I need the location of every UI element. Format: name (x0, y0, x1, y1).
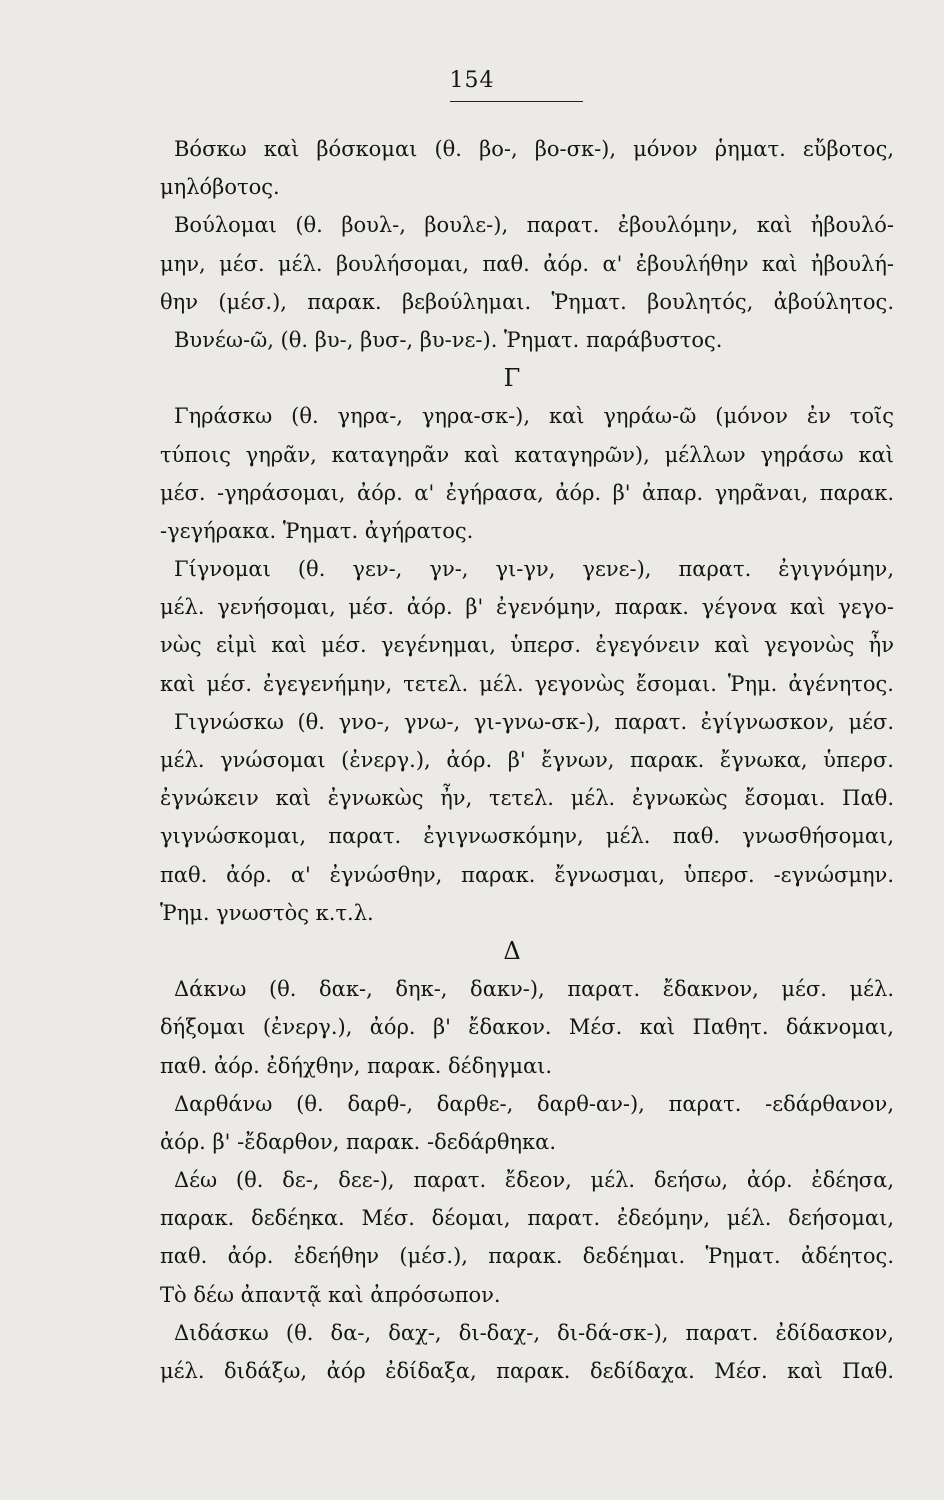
entry-first-line: Γιγνώσκω (θ. γνο-, γνω-, γι-γνω-σκ-), παρατ. ἐγίγνωσκον, μέσ. (174, 709, 894, 734)
entry-line: τύποις γηρᾶν, καταγηρᾶν καὶ καταγηρῶν), μέλλων γηράσω καὶ (160, 442, 894, 467)
entry-line: νὼς εἰμὶ καὶ μέσ. γεγένημαι, ὑπερσ. ἐγεγόνειν καὶ γεγονὼς ἦν (160, 633, 894, 658)
entry-first-line: Διδάσκω (θ. δα-, δαχ-, δι-δαχ-, δι-δά-σκ-), παρατ. ἐδίδασκον, (174, 1320, 894, 1345)
dictionary-text (160, 130, 894, 1390)
entry-first-line: Γηράσκω (θ. γηρα-, γηρα-σκ-), καὶ γηράω-ῶ (μόνον ἐν τοῖς (174, 404, 894, 429)
entry-line: παθ. ἀόρ. ἐδεήθην (μέσ.), παρακ. δεδέημαι. Ῥηματ. ἀδέητος. (160, 1244, 894, 1269)
entry-first-line: Βυνέω-ῶ, (θ. βυ-, βυσ-, βυ-νε-). Ῥηματ. παράβυστος. (174, 327, 723, 352)
entry-line: μέλ. γενήσομαι, μέσ. ἀόρ. β' ἐγενόμην, παρακ. γέγονα καὶ γεγο- (160, 595, 894, 620)
entry-line: μέλ. διδάξω, ἀόρ ἐδίδαξα, παρακ. δεδίδαχα. Μέσ. καὶ Παθ. (160, 1359, 894, 1383)
entry-line: θην (μέσ.), παρακ. βεβούλημαι. Ῥηματ. βουλητός, ἀβούλητος. (160, 289, 894, 314)
page-number: 154 (449, 68, 495, 93)
entry-first-line: Δαρθάνω (θ. δαρθ-, δαρθε-, δαρθ-αν-), παρατ. -εδάρθανον, (174, 1091, 894, 1116)
section-letter-heading: Γ (503, 364, 521, 393)
entry-line: δήξομαι (ἐνεργ.), ἀόρ. β' ἔδακον. Μέσ. καὶ Παθητ. δάκνομαι, (160, 1015, 894, 1040)
entry-first-line: Δέω (θ. δε-, δεε-), παρατ. ἔδεον, μέλ. δεήσω, ἀόρ. ἐδέησα, (174, 1168, 894, 1193)
entry-first-line: Δάκνω (θ. δακ-, δηκ-, δακν-), παρατ. ἔδακνον, μέσ. μέλ. (174, 977, 894, 1002)
entry-line: ἀόρ. β' -ἔδαρθον, παρακ. -δεδάρθηκα. (160, 1129, 557, 1154)
entry-line: παθ. ἀόρ. α' ἐγνώσθην, παρακ. ἔγνωσμαι, ὑπερσ. -εγνώσμην. (160, 862, 894, 887)
entry-line: παρακ. δεδέηκα. Μέσ. δέομαι, παρατ. ἐδεόμην, μέλ. δεήσομαι, (160, 1206, 894, 1231)
page-number-rule (450, 101, 583, 102)
entry-line: ἐγνώκειν καὶ ἐγνωκὼς ἦν, τετελ. μέλ. ἐγνωκὼς ἔσομαι. Παθ. (160, 786, 894, 811)
entry-line: μέσ. -γηράσομαι, ἀόρ. α' ἐγήρασα, ἀόρ. β' ἀπαρ. γηρᾶναι, παρακ. (160, 480, 894, 505)
entry-first-line: Βόσκω καὶ βόσκομαι (θ. βο-, βο-σκ-), μόνον ῥηματ. εὔβοτος, (174, 137, 894, 161)
entry-line: μέλ. γνώσομαι (ἐνεργ.), ἀόρ. β' ἔγνων, παρακ. ἔγνωκα, ὑπερσ. (160, 748, 894, 772)
section-letter-heading: Δ (503, 936, 521, 965)
entry-line: Ῥημ. γνωστὸς κ.τ.λ. (160, 900, 374, 925)
entry-line: μηλόβοτος. (160, 175, 280, 200)
entry-line: παθ. ἀόρ. ἐδήχθην, παρακ. δέδηγμαι. (160, 1053, 553, 1078)
entry-line: μην, μέσ. μέλ. βουλήσομαι, παθ. ἀόρ. α' ἐβουλήθην καὶ ἠβουλή- (160, 251, 894, 276)
entry-first-line: Βούλομαι (θ. βουλ-, βουλε-), παρατ. ἐβουλόμην, καὶ ἠβουλό- (174, 213, 894, 238)
entry-first-line: Γίγνομαι (θ. γεν-, γν-, γι-γν, γενε-), παρατ. ἐγιγνόμην, (174, 557, 894, 582)
entry-line: -γεγήρακα. Ῥηματ. ἀγήρατος. (160, 518, 474, 543)
entry-line: καὶ μέσ. ἐγεγενήμην, τετελ. μέλ. γεγονὼς ἔσομαι. Ῥημ. ἀγένητος. (160, 671, 894, 696)
entry-line: Τὸ δέω ἀπαντᾷ καὶ ἀπρόσωπον. (160, 1282, 501, 1307)
entry-line: γιγνώσκομαι, παρατ. ἐγιγνωσκόμην, μέλ. παθ. γνωσθήσομαι, (160, 824, 894, 849)
